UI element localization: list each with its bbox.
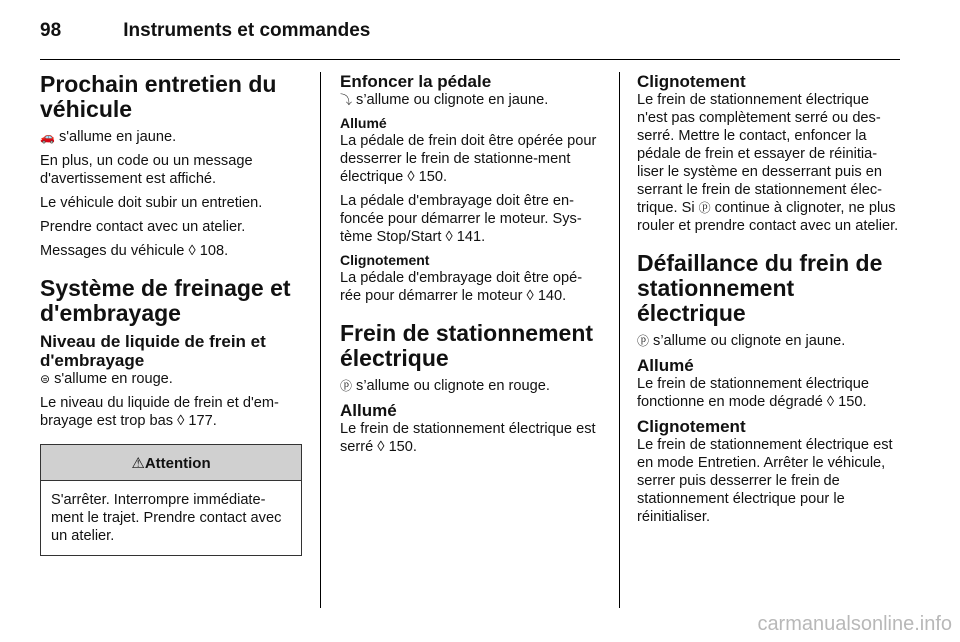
parking-brake-icon: ⓟ xyxy=(340,379,353,393)
header-rule xyxy=(40,59,900,60)
brake-fluid-icon: ⊜ xyxy=(40,372,51,386)
page-number: 98 xyxy=(40,20,62,41)
subsection-title: Allumé xyxy=(340,401,397,420)
watermark: carmanualsonline.info xyxy=(757,613,952,635)
column-right: Clignotement Le frein de stationnement électrique n'est pas complètement serré ou des-serré. Mettre le contact, enfoncer la pédale de frein et essayer de réinitia-liser le système en desserrant puis en serrant le frein de stationnement élec-trique. Si ⓟ continue à clignoter, ne plus rouler et prendre contact avec un atelier. Défaillance du frein de stationnement électrique ⓟ s’allume ou clignote en jaune. Allumé Le frein de stationnement électrique fonctionne en mode dégradé ◊ 150. Clignotement Le frein de stationnement électrique est en mode Entretien. Arrêter le véhicule, serrer puis desserrer le frein de stationnement électrique pour le réinitialiser. xyxy=(637,72,903,532)
column-left: Prochain entretien du véhicule 🚗 s'allume en jaune. En plus, un code ou un message d'avertissement est affiché. Le véhicule doit subir un entretien. Prendre contact avec un atelier. Messages du véhicule ◊ 108. Système de freinage et d'embrayage Niveau de liquide de frein et d'embrayage ⊜ s'allume en rouge. Le niveau du liquide de frein et d'em-brayage est trop bas ◊ 177. ⚠Attention S'arrêter. Interrompre immédiate-ment le trajet. Prendre contact avec un atelier. xyxy=(40,72,302,556)
subsection-title: Allumé xyxy=(637,356,694,375)
pedal-icon: ⤵ xyxy=(340,93,353,107)
page-title: Instruments et commandes xyxy=(123,20,371,41)
subsection-title: Clignotement xyxy=(637,417,746,436)
warning-icon: ⚠ xyxy=(131,455,145,472)
section-title: Frein de stationnement électrique xyxy=(340,320,594,371)
car-service-icon: 🚗 xyxy=(40,130,55,144)
section-title: Prochain entretien du véhicule xyxy=(40,71,277,122)
section-title: Enfoncer la pédale xyxy=(340,72,492,91)
subsection-title: Niveau de liquide de frein et d'embrayage xyxy=(40,332,266,370)
parking-brake-fault-icon: ⓟ xyxy=(637,334,650,348)
column-divider xyxy=(320,72,321,608)
column-middle: Enfoncer la pédale ⤵ s’allume ou clignote en jaune. Allumé La pédale de frein doit être opérée pour desserrer le frein de stationne-ment électrique ◊ 150. La pédale d'embrayage doit être en-foncée pour démarrer le moteur. Sys-tème Stop/Start ◊ 141. Clignotement La pédale d'embrayage doit être opé-rée pour démarrer le moteur ◊ 140. Frein de stationnement électrique ⓟ s’allume ou clignote en rouge. Allumé Le frein de stationnement électrique est serré ◊ 150. xyxy=(340,72,602,462)
warning-box: ⚠Attention S'arrêter. Interrompre immédiate-ment le trajet. Prendre contact avec un atelier. xyxy=(40,444,302,556)
parking-brake-icon: ⓟ xyxy=(698,201,711,215)
subsection-title: Clignotement xyxy=(637,72,746,91)
page-header xyxy=(40,20,370,42)
section-title: Défaillance du frein de stationnement électrique xyxy=(637,250,883,326)
column-divider xyxy=(619,72,620,608)
section-title: Système de freinage et d'embrayage xyxy=(40,275,291,326)
